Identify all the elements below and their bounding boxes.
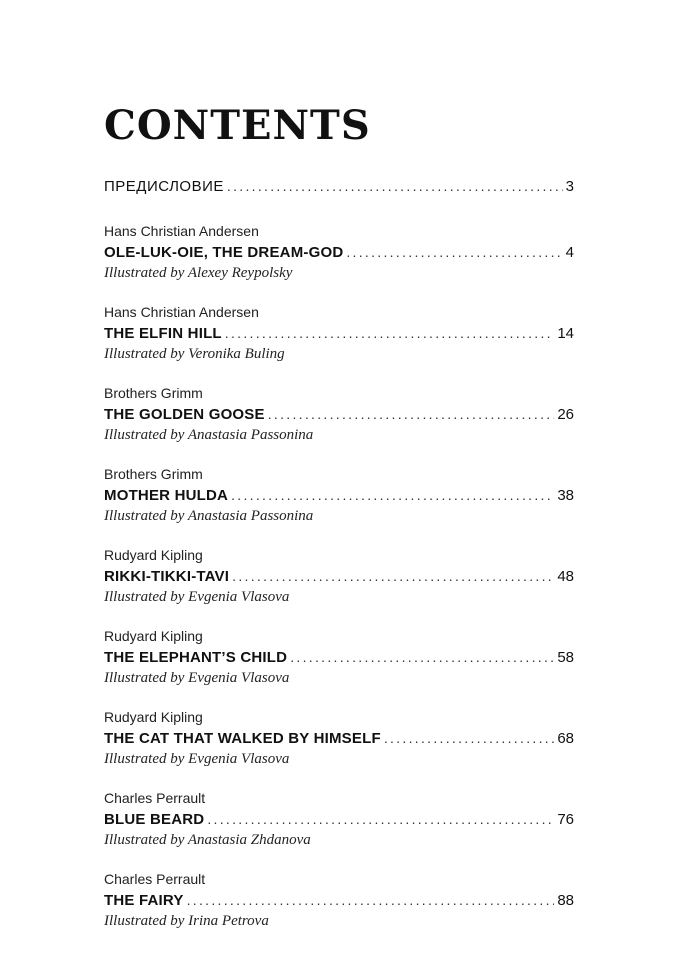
toc-title: THE ELEPHANT’S CHILD xyxy=(104,649,288,666)
toc-title: BLUE BEARD xyxy=(104,811,205,828)
toc-page-number: 58 xyxy=(557,649,574,666)
toc-entry[interactable] xyxy=(104,707,574,769)
toc-page-number: 48 xyxy=(557,568,574,585)
toc-author: Charles Perrault xyxy=(104,871,206,887)
toc-page-number: 26 xyxy=(557,406,574,423)
toc-illustrator: Illustrated by Anastasia Zhdanova xyxy=(104,832,311,848)
toc-page-number: 4 xyxy=(565,244,574,261)
toc-page-number: 38 xyxy=(557,487,574,504)
toc-page-number: 14 xyxy=(557,325,574,342)
toc-page-number: 68 xyxy=(557,730,574,747)
toc-author: Rudyard Kipling xyxy=(104,709,203,725)
toc-entry[interactable] xyxy=(104,221,574,283)
dot-leader xyxy=(346,241,562,263)
dot-leader xyxy=(290,646,554,668)
toc-title: THE CAT THAT WALKED BY HIMSELF xyxy=(104,730,381,747)
toc-entry-preface[interactable] xyxy=(104,175,574,197)
toc-entry[interactable] xyxy=(104,545,574,607)
toc-entry[interactable] xyxy=(104,302,574,364)
toc-illustrator: Illustrated by Alexey Reypolsky xyxy=(104,265,293,281)
toc-line xyxy=(104,565,574,587)
dot-leader xyxy=(232,565,554,587)
toc-author: Hans Christian Andersen xyxy=(104,304,259,320)
toc-line xyxy=(104,646,574,668)
dot-leader xyxy=(207,808,554,830)
toc-page-number: 76 xyxy=(557,811,574,828)
toc-author: Hans Christian Andersen xyxy=(104,223,259,239)
toc-author: Brothers Grimm xyxy=(104,385,203,401)
page-title: CONTENTS xyxy=(104,102,371,149)
toc-title: OLE-LUK-OIE, THE DREAM-GOD xyxy=(104,244,344,261)
toc-title: THE GOLDEN GOOSE xyxy=(104,406,265,423)
toc-title: ПРЕДИСЛОВИЕ xyxy=(104,178,224,195)
toc-entry[interactable] xyxy=(104,869,574,931)
toc-page-number: 88 xyxy=(557,892,574,909)
dot-leader xyxy=(227,175,563,197)
toc-illustrator: Illustrated by Evgenia Vlasova xyxy=(104,751,290,767)
toc-illustrator: Illustrated by Anastasia Passonina xyxy=(104,427,314,443)
toc-author: Rudyard Kipling xyxy=(104,628,203,644)
toc-title: THE ELFIN HILL xyxy=(104,325,222,342)
dot-leader xyxy=(384,727,554,749)
toc-line xyxy=(104,241,574,263)
dot-leader xyxy=(268,403,555,425)
toc-line xyxy=(104,403,574,425)
toc-line xyxy=(104,727,574,749)
toc-title: MOTHER HULDA xyxy=(104,487,229,504)
toc-line xyxy=(104,175,574,197)
dot-leader xyxy=(231,484,554,506)
toc-line xyxy=(104,889,574,911)
toc-author: Rudyard Kipling xyxy=(104,547,203,563)
toc-author: Brothers Grimm xyxy=(104,466,203,482)
toc-illustrator: Illustrated by Anastasia Passonina xyxy=(104,508,314,524)
dot-leader xyxy=(187,889,555,911)
toc-line xyxy=(104,808,574,830)
toc-illustrator: Illustrated by Veronika Buling xyxy=(104,346,285,362)
toc-entry[interactable] xyxy=(104,788,574,850)
toc-illustrator: Illustrated by Evgenia Vlasova xyxy=(104,589,290,605)
toc-line xyxy=(104,484,574,506)
toc-entry[interactable] xyxy=(104,464,574,526)
toc-page-number: 3 xyxy=(565,178,574,195)
toc-entry[interactable] xyxy=(104,383,574,445)
dot-leader xyxy=(225,322,555,344)
table-of-contents xyxy=(104,175,574,950)
toc-author: Charles Perrault xyxy=(104,790,206,806)
toc-illustrator: Illustrated by Irina Petrova xyxy=(104,913,269,929)
toc-title: THE FAIRY xyxy=(104,892,184,909)
toc-line xyxy=(104,322,574,344)
toc-illustrator: Illustrated by Evgenia Vlasova xyxy=(104,670,290,686)
toc-title: RIKKI-TIKKI-TAVI xyxy=(104,568,230,585)
toc-entry[interactable] xyxy=(104,626,574,688)
